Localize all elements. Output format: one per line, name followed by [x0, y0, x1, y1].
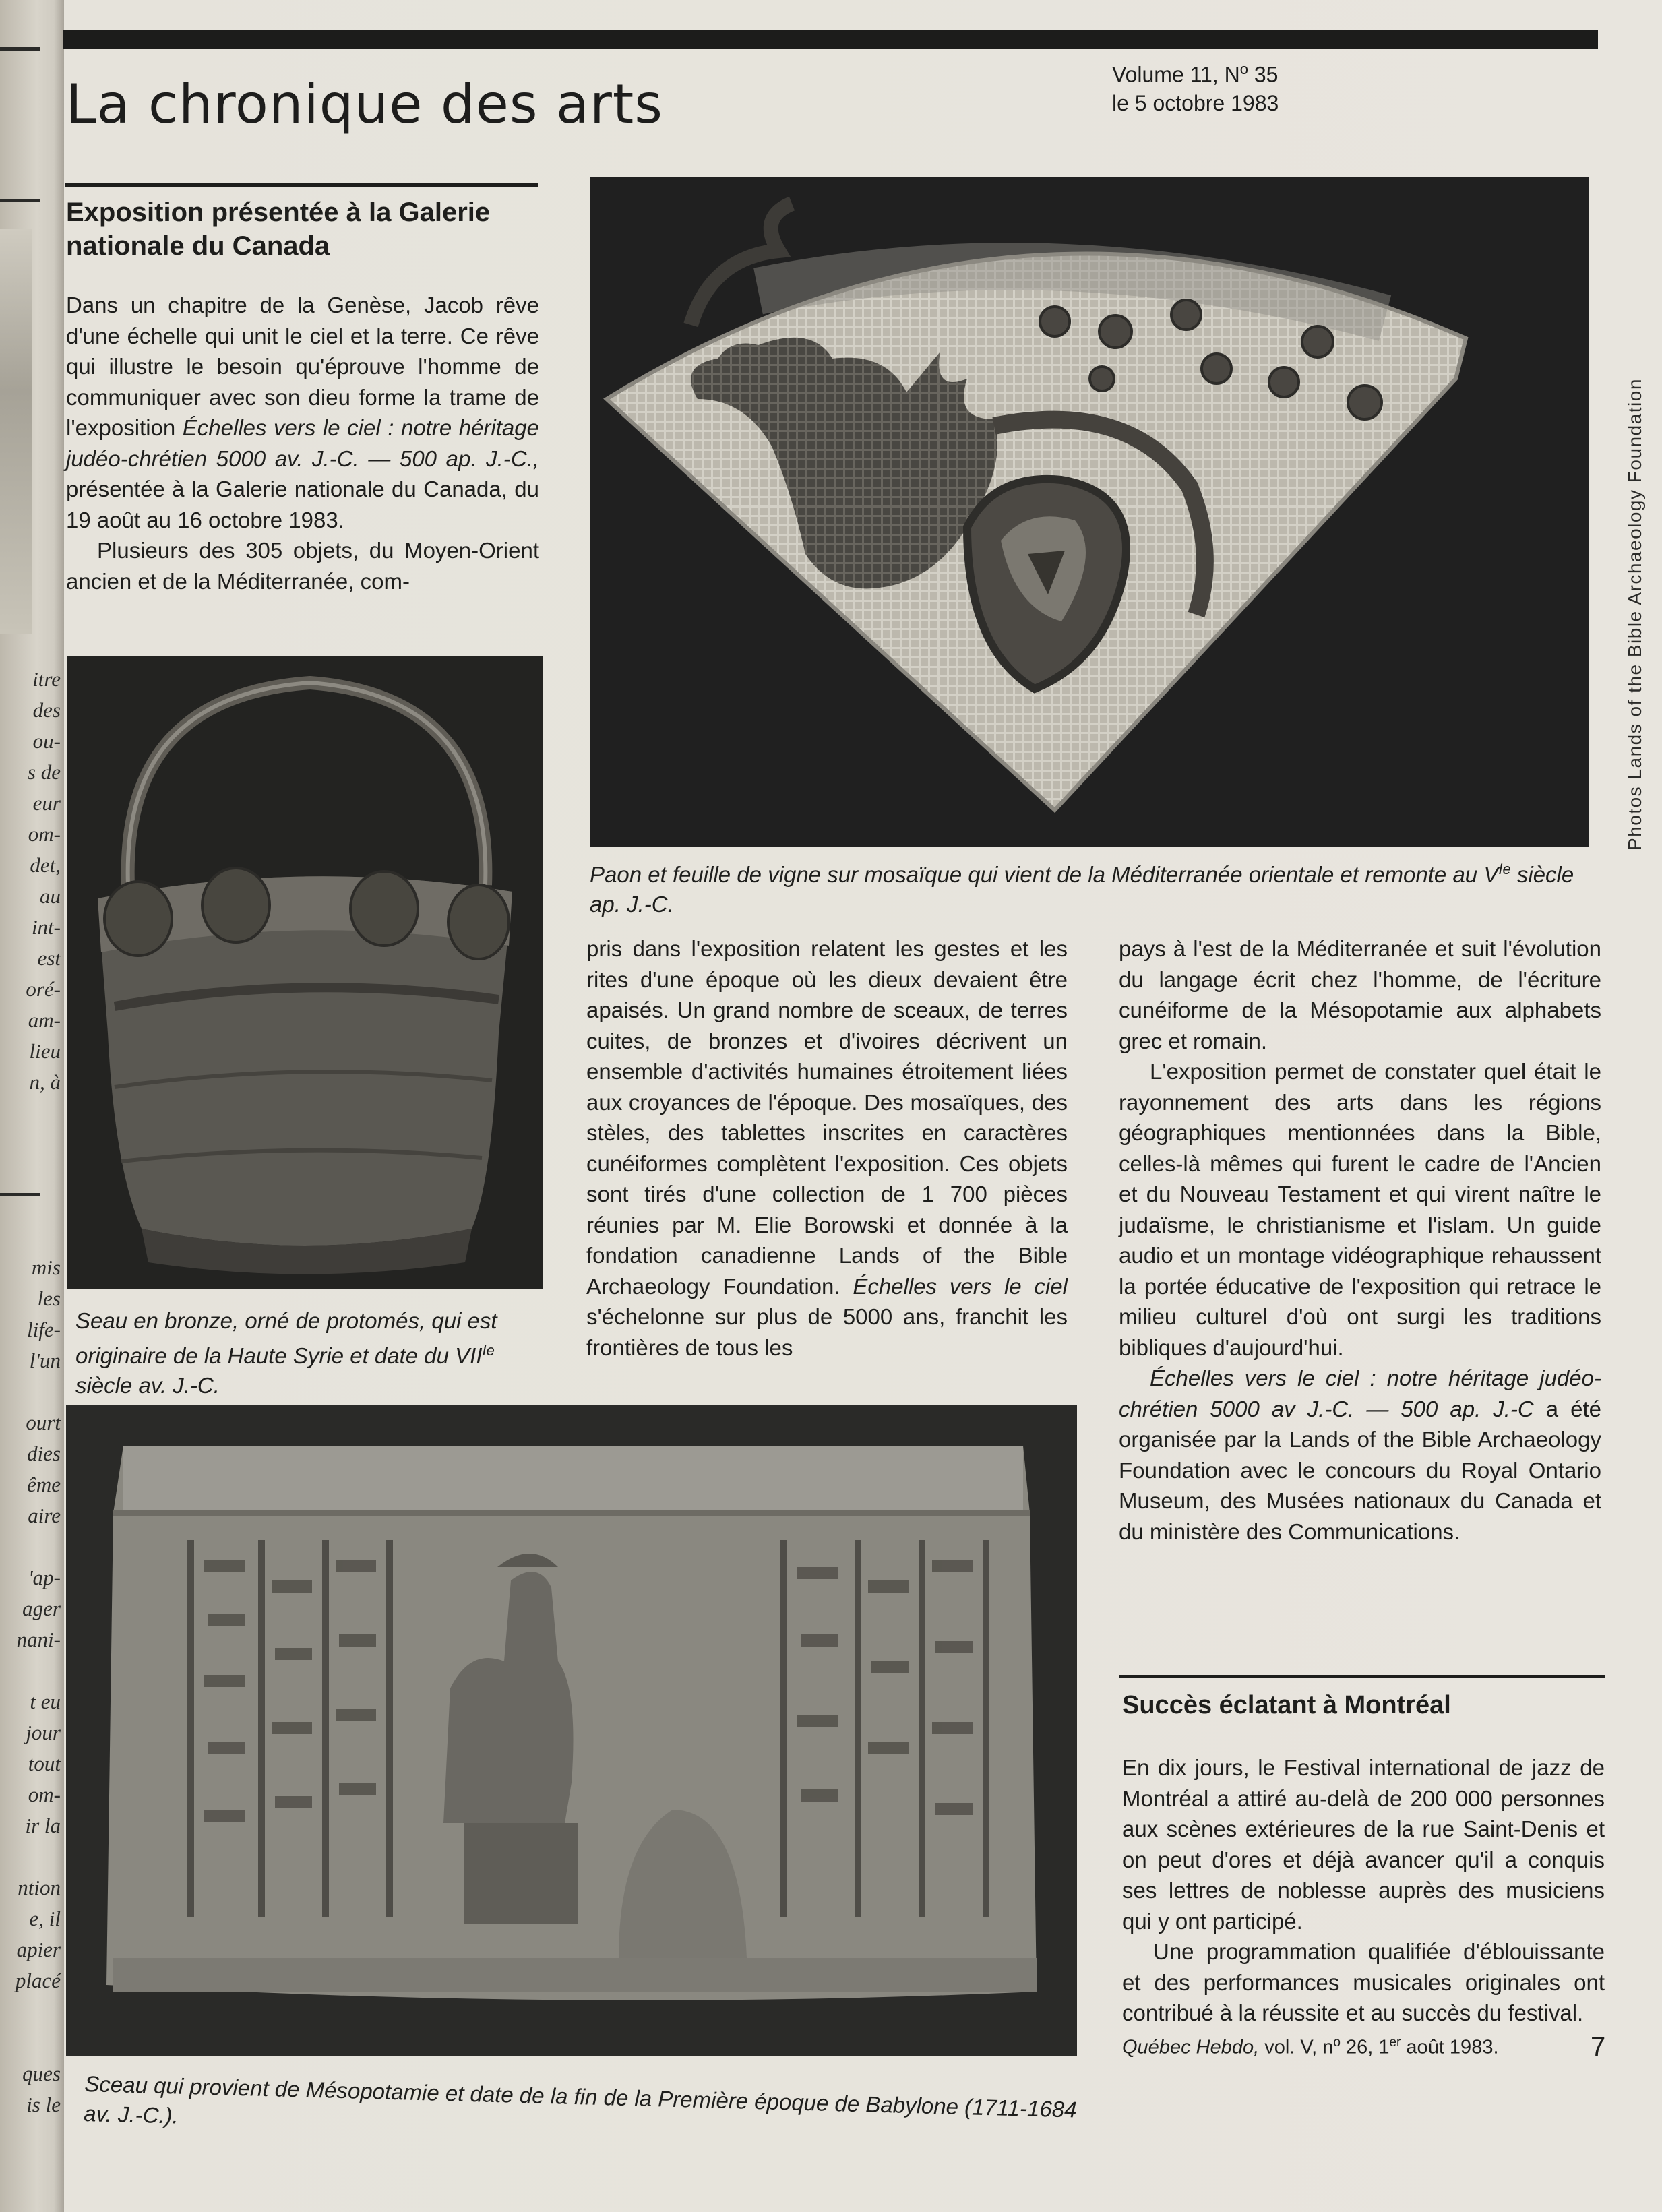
seal-image [66, 1405, 1077, 2056]
gutter-rule [0, 199, 40, 202]
article-text-col1: Dans un chapitre de la Genèse, Jacob rêve d'une échelle qui unit le ciel et la terre. Ce rêve qui illustre le besoin qu'éprouve l'homme de communiquer avec son dieu forme la trame de l'exposition Échelles vers le ciel : notre héritage judéo-chrétien 5000 av. J.-C. — 500 ap. J.-C., présentée à la Galerie nationale du Canada, du 19 août au 16 octobre 1983. Plusieurs des 305 objets, du Moyen-Orient ancien et de la Méditerranée, com- [66, 293, 539, 594]
gutter-text-line: e, il [29, 1907, 61, 1930]
gutter-text-line: lieu [29, 1039, 61, 1063]
gutter-text-line: ques [22, 2062, 61, 2085]
gutter-text-line: ourt [26, 1411, 61, 1434]
issue-info [1112, 55, 1279, 117]
gutter-text-line: ntion [18, 1876, 61, 1899]
gutter-text-line: s de [27, 760, 61, 784]
article2-heading: Succès éclatant à Montréal [1122, 1691, 1451, 1719]
bucket-caption: Seau en bronze, orné de protomés, qui est originaire de la Haute Syrie et date du $VII^{Ie}$ siècle av. J.-C. [75, 1308, 497, 1398]
gutter-text-line: ême [27, 1473, 61, 1496]
heading-rule [65, 183, 538, 187]
gutter-text-line: itre [32, 667, 61, 691]
gutter-text-line: eur [32, 791, 61, 815]
mosaic-image [590, 177, 1589, 847]
gutter-text-line: nani- [16, 1628, 61, 1651]
gutter-text-line: est [37, 946, 61, 970]
gutter-text-line: apier [16, 1938, 61, 1961]
gutter-text-line: dies [27, 1442, 61, 1465]
bucket-image [67, 656, 543, 1289]
article2-text: En dix jours, le Festival international de jazz de Montréal a attiré au-delà de 200 000 personnes aux scènes extérieures de la rue Saint-Denis et on peut d'ores et déjà avancer qu'il a conquis ses lettres de noblesse auprès des musiciens qui y ont participé. Une programmation qualifiée d'éblouissante et des performances musicales originales ont contribué à la réussite et au succès du festival. Québec Hebdo, vol. V, $n^o$ 26, 1er août 1983. [1122, 1755, 1605, 2058]
gutter-text-line [0, 1841, 61, 1872]
gutter-text-line: mis [31, 1256, 61, 1279]
gutter-text-line: oré- [26, 977, 61, 1001]
gutter-text-line: des [32, 698, 61, 722]
gutter-text-line: ou- [32, 729, 61, 753]
gutter-text-line [0, 2027, 61, 2058]
gutter-text-block [0, 1252, 61, 2120]
gutter-text-line: les [37, 1287, 61, 1310]
volume-number: Volume 11, $N^o$ 35 [1112, 61, 1279, 87]
gutter-text-line: tout [28, 1752, 61, 1775]
gutter-text-line: am- [28, 1008, 61, 1032]
gutter-rule [0, 47, 40, 51]
article-text-col2: pris dans l'exposition relatent les gestes et les rites d'une époque où les dieux devaient être apaisés. Un grand nombre de sceaux, de terres cuites, de bronzes et d'ivoires décrivent un ensemble d'activités humaines étroitement liées aux croyances de l'époque. Des mosaïques, des stèles, des tablettes inscrites en caractères cunéiformes complètent l'exposition. Ces objets sont tirés d'une collection de 1 700 pièces réunies par M. Elie Borowski et donnée à la fondation canadienne Lands of the Bible Archaeology Foundation. Échelles vers le ciel s'échelonne sur plus de 5000 ans, franchit les frontières de tous les [586, 936, 1068, 1360]
adjacent-page-edge [0, 0, 64, 2212]
gutter-text-line: life- [27, 1318, 61, 1341]
top-rule [63, 30, 1598, 49]
gutter-rule [0, 1193, 40, 1196]
mosaic-caption: Paon et feuille de vigne sur mosaïque qui vient de la Méditerranée orientale et remonte au $V^{Ie}$ siècle ap. J.-C. [590, 861, 1574, 917]
gutter-text-line: jour [26, 1721, 61, 1744]
article-heading: Exposition présentée à la Galerie nationale du Canada [66, 197, 491, 261]
gutter-text-line: int- [31, 915, 61, 939]
page-number: 7 [1591, 2032, 1606, 2062]
gutter-text-line: ager [22, 1597, 61, 1620]
gutter-photo-fragment [0, 229, 32, 634]
gutter-text-line: au [40, 884, 61, 908]
gutter-text-line: 'ap- [28, 1566, 61, 1589]
gutter-text-line [0, 1655, 61, 1686]
seal-caption: Sceau qui provient de Mésopotamie et date de la fin de la Première époque de Babylone (1711-1684 av. J.-C.). [83, 2070, 1077, 2128]
photo-credit: Photos Lands of the Bible Archaeology Foundation [1624, 378, 1645, 851]
gutter-text-line [0, 1376, 61, 1407]
gutter-text-line [0, 1996, 61, 2027]
gutter-text-line: l'un [29, 1349, 61, 1372]
heading-rule [1119, 1675, 1605, 1678]
issue-date: le 5 octobre 1983 [1112, 90, 1279, 115]
gutter-text-line [0, 1531, 61, 1562]
gutter-text-block [0, 664, 61, 1098]
bronze-bucket-photo [67, 656, 543, 1289]
article-text-col3: pays à l'est de la Méditerranée et suit l'évolution du langage écrit chez l'homme, de l'écriture cunéiforme de la Mésopotamie aux alphabets grec et romain. L'exposition permet de constater quel était le rayonnement des arts dans les régions géographiques mentionnées dans la Bible, celles-là mêmes qui furent le cadre de l'Ancien et du Nouveau Testament et qui virent naître le judaïsme, le christianisme et l'islam. Un guide audio et un montage vidéographique rehaussent la portée éducative de l'exposition qui retrace le milieu culturel d'où ont surgi les traditions bibliques d'aujourd'hui. Échelles vers le ciel : notre héritage judéo-chrétien 5000 av J.-C. — 500 ap. J.-C a été organisée par la Lands of the Bible Archaeology Foundation avec le concours du Royal Ontario Museum, des Musées nationaux du Canada et du ministère des Communications. [1119, 936, 1601, 1544]
gutter-text-line: placé [15, 1969, 61, 1992]
gutter-text-line: om- [28, 822, 61, 846]
gutter-text-line: aire [28, 1504, 61, 1527]
mosaic-photo [590, 177, 1589, 847]
gutter-text-line: det, [30, 853, 61, 877]
section-masthead: La chronique des arts [66, 73, 663, 135]
gutter-text-line: om- [28, 1783, 61, 1806]
gutter-text-line: ir la [25, 1814, 61, 1837]
gutter-text-line: n, à [29, 1070, 61, 1094]
gutter-text-line: is le [26, 2093, 61, 2116]
gutter-text-line: t eu [30, 1690, 61, 1713]
cylinder-seal-photo [66, 1405, 1077, 2056]
